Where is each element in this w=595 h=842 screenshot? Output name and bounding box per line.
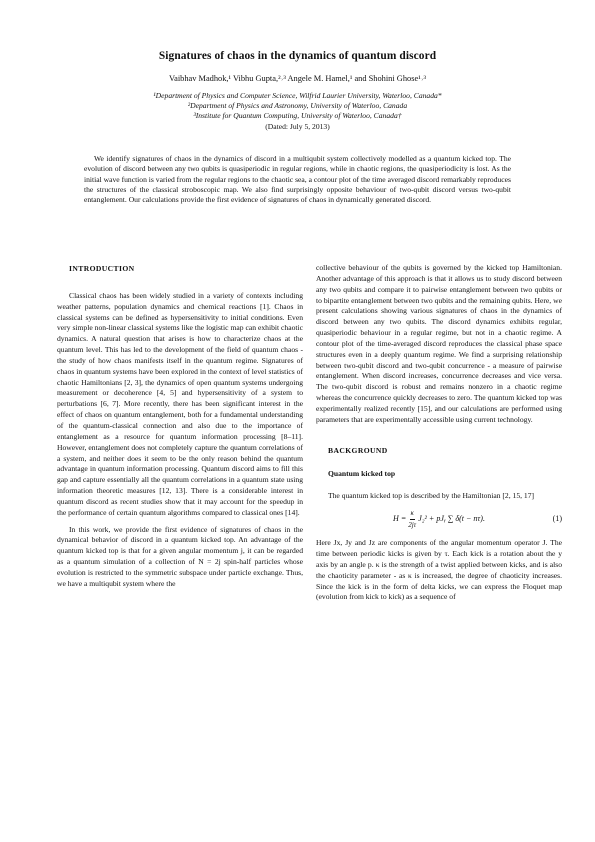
introduction-heading: INTRODUCTION (69, 264, 135, 273)
background-paragraph-2: Here Jx, Jy and Jz are components of the angular momentum operator J. The time between periodic kicks is given by τ. Each kick is a rotation about the y axis by an angle p. κ is the strength of a twist applied between kicks, and is also the chaoticity parameter - as κ is increased, the degree of chaoticity increases. Since the kick is in the form of delta kicks, we can express the Floquet map (evolution from kick to kick) as a sequence of (316, 538, 562, 602)
left-column (57, 264, 303, 590)
right-column (316, 264, 562, 603)
equation-lhs: H = (393, 513, 407, 523)
affiliation-1: ¹Department of Physics and Computer Science, Wilfrid Laurier University, Waterloo, Canada* (153, 91, 442, 100)
equation-rhs: J₂² + pJᵧ ∑ δ(t − nτ). (418, 513, 485, 523)
background-paragraph-1: The quantum kicked top is described by the Hamiltonian [2, 15, 17] (328, 491, 535, 501)
intro-paragraph-2-continued: collective behaviour of the qubits is governed by the kicked top Hamiltonian. Another advantage of this approach is that it allows us to study discord between any two qubits and compare it to pairwise entanglement between two qubits or to bipartite entanglement between two qubits and the remaining qubits. Here, we present calculations showing various signatures of chaos in the dynamics of discord between any two qubits. The discord dynamics exhibits regular, quasiperiodic behaviour in a regular regime, but not in a chaotic regime. A contour plot of the time-averaged discord reproduces the classical phase space structures even in a deeply quantum regime. We find a surprising relationship between two-qubit discord and two-qubit concurrence - a measure of pairwise entanglement. When discord increases, concurrence decreases and vice versa. The two-qubit discord is robust and remains nonzero in a chaotic regime whereas the concurrence quickly decreases to zero. The quantum kicked top was experimentally realized recently [15], and our calculations are performed using parameters that are experimentally accessible using current technology. (316, 263, 562, 424)
paper-title: Signatures of chaos in the dynamics of quantum discord (158, 50, 437, 62)
equation-number: (1) (552, 513, 562, 523)
intro-paragraph-2: In this work, we provide the first evidence of signatures of chaos in the dynamical behavior of discord in a quantum kicked top. An advantage of the quantum kicked top is that for a given angular momentum j, it can be regarded as a quantum simulation of a collection of N = 2j spin-half particles whose evolution is restricted to the symmetric subspace under particle exchange. Thus, we have a multiqubit system where the (57, 524, 303, 588)
dated-line: (Dated: July 5, 2013) (265, 122, 330, 131)
fraction-denominator: 2jτ (408, 520, 417, 529)
equation-fraction (408, 508, 416, 531)
intro-paragraph-1: Classical chaos has been widely studied in a variety of contexts including weather patterns, population dynamics and chemical reactions [1]. Chaos in classical systems can be defined as hypersensitivity to initial conditions. Even very simple non-linear classical systems like the logistic map can exhibit chaotic dynamics. A natural question that arises is how to characterize chaos at the quantum level. This has led to the development of the field of quantum chaos - the study of how chaos manifests itself in the quantum regime. Signatures of chaos in quantum systems have been explored in the context of level statistics of chaotic Hamiltonians [2, 3], the dynamics of open quantum systems undergoing measurement or decoherence [4, 5] and hypersensitivity of a system to perturbations [6, 7]. More recently, there has been significant interest in the effect of chaos on quantum entanglement, both for a fundamental understanding of the quantum-classical connection and also due to the importance of entanglement as a resource for quantum information processing [8–11]. However, entanglement does not completely capture the quantum correlations of a system, and neither does it seem to be the only reason behind the quantum advantage in quantum information processing. Quantum discord aims to fill this gap and capture essentially all the quantum correlations in a quantum state using information theoretic measures [12, 13]. There is a considerable interest in quantum discord as recent studies show that it may account for the speedup in the performance of certain quantum algorithms compared to classical ones [14]. (57, 290, 303, 517)
affiliation-3: ³Institute for Quantum Computing, University of Waterloo, Canada† (193, 111, 402, 120)
affiliation-2: ²Department of Physics and Astronomy, University of Waterloo, Canada (187, 101, 408, 110)
author-list: Vaibhav Madhok,¹ Vibhu Gupta,²˒³ Angele M. Hamel,¹ and Shohini Ghose¹˒³ (168, 74, 426, 83)
background-heading: BACKGROUND (328, 445, 388, 455)
kicked-top-heading: Quantum kicked top (328, 468, 396, 478)
fraction-numerator: κ (410, 508, 415, 520)
abstract: We identify signatures of chaos in the dynamics of discord in a multiqubit system collectively modelled as a quantum kicked top. The evolution of discord between any two qubits is quasiperiodic in regular regions, while in chaotic regions, the quasiperiodicity is lost. As the initial wave function is varied from the regular regions to the chaotic sea, a contour plot of the time averaged discord remarkably reproduces the structures of the classical stroboscopic map. We also find surprisingly opposite behaviour of two-qubit discord versus two-qubit entanglement. Our calculations provide the first evidence of signatures of chaos in dynamically generated discord. (84, 154, 511, 205)
equation-1 (316, 506, 562, 532)
